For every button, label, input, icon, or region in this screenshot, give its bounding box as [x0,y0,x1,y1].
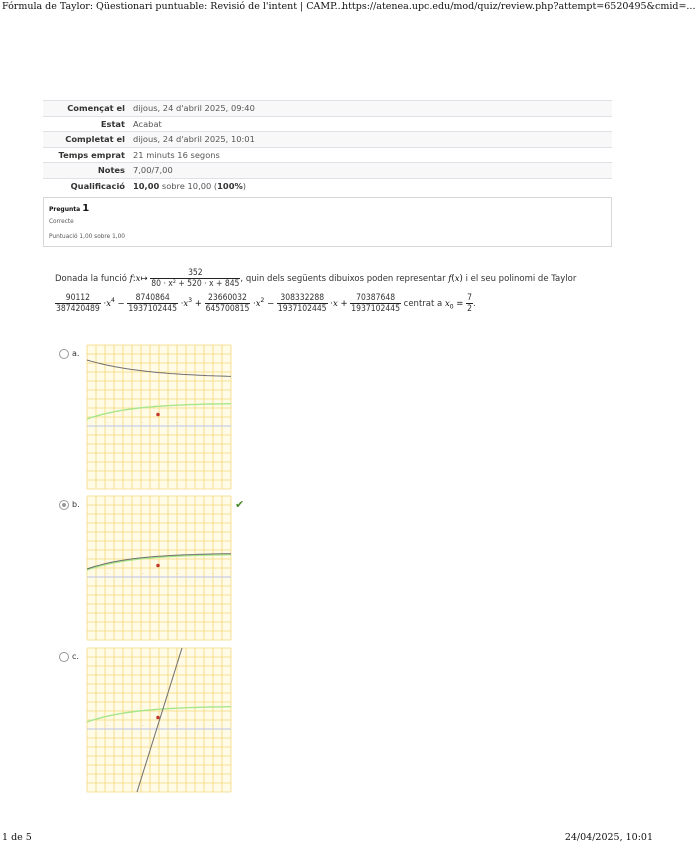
coef2-num: 23660032 [205,293,251,304]
axis-tick-label: · [107,571,109,577]
summary-row [43,116,612,132]
summary-label: Temps emprat [43,147,129,163]
axis-tick-label: · [212,571,214,577]
axis-tick-label: · [107,723,109,729]
summary-row [43,132,612,148]
summary-row [43,147,612,163]
print-page-number: 1 de 5 [2,832,32,843]
question-line-1: Donada la funció f:x↦ $\frac{352}{\text{80 · x² + 520 · x + 845}}$ , quin dels següents dibuixos poden representar f(x) i el seu polinomi de Taylor [55,268,577,289]
coef0-den: 1937102445 [351,304,400,314]
tangency-point [156,564,160,568]
axis-tick-label: · [142,723,144,729]
axis-tick-label: · [212,420,214,426]
question-number-value: 1 [82,203,90,214]
grade-end: ) [242,180,247,191]
axis-tick-label: · [142,420,144,426]
x0-den: 2 [467,304,472,314]
axis-tick-label: · [107,420,109,426]
axis-tick-label: · [177,723,179,729]
coef4-den: 387420489 [56,304,100,314]
summary-label: Qualificació [43,178,129,193]
question-mid: , quin dels següents dibuixos poden representar [240,274,446,284]
grade-mid: sobre 10,00 ( [159,180,218,191]
function-denominator: 80 · x² + 520 · x + 845 [151,279,240,289]
coef3-num: 8740864 [127,293,178,304]
summary-row [43,163,612,179]
summary-value: 21 minuts 16 segons [129,147,612,163]
question-state: Correcte [49,219,74,225]
summary-label: Notes [43,163,129,179]
question-grade: Puntuació 1,00 sobre 1,00 [49,234,125,240]
summary-row [43,178,612,193]
summary-row [43,101,612,117]
radio-unchecked-icon[interactable] [59,349,69,359]
check-icon: ✔ [235,498,245,511]
tangency-point [156,413,160,417]
attempt-summary-table [43,100,612,193]
coef1-num: 308332288 [277,293,328,304]
option-letter: a. [72,349,80,358]
coef0-num: 70387648 [350,293,401,304]
option-c-plot [87,648,231,792]
option-b-plot [87,496,231,640]
summary-label: Completat el [43,132,129,148]
grade-value: 10,00 [133,180,160,191]
summary-value: dijous, 24 d'abril 2025, 09:40 [129,101,612,117]
option-letter: c. [72,652,79,661]
summary-value: 7,00/7,00 [129,163,612,179]
option-letter: b. [72,500,80,509]
print-footer [0,832,655,846]
centered-text: centrat a [403,299,443,309]
summary-value: Acabat [129,116,612,132]
x0-num: 7 [467,293,472,303]
axis-tick-label: · [212,723,214,729]
question-number [49,203,89,214]
tangency-point [156,716,160,720]
question-intro: Donada la funció [55,274,127,284]
coef1-den: 1937102445 [277,304,327,314]
radio-checked-icon[interactable] [59,500,69,510]
radio-unchecked-icon[interactable] [59,652,69,662]
summary-label: Estat [43,116,129,132]
print-datetime: 24/04/2025, 10:01 [564,832,653,843]
question-label: Pregunta [49,206,81,213]
axis-tick-label: · [142,571,144,577]
coef2-den: 645700815 [205,304,250,314]
taylor-polynomial: $\frac{90112}{387420489}$ $\cdot x^4$ − $\frac{8740864}{1937102445}$ $\cdot x^3$ + $\frac{23660032}{645700815}$ $\cdot x^2$ − $\frac{308332288}{1937102445}$ ·x + $\frac{70387648}{1937102445}$ centrat a $x_0$ = $\frac{7}{2}$ . [56,293,476,314]
summary-value: dijous, 24 d'abril 2025, 10:01 [129,132,612,148]
coef3-den: 1937102445 [128,304,177,314]
axis-tick-label: · [177,420,179,426]
function-fraction [150,268,240,289]
grade-percent: 100% [217,180,243,191]
print-page-title: Fórmula de Taylor: Qüestionari puntuable: Revisió de l'intent | CAMP... [2,1,344,12]
question-end: i el seu polinomi de Taylor [465,274,577,284]
summary-label: Començat el [43,101,129,117]
coef4-num: 90112 [55,293,101,304]
question-info-box [43,197,612,247]
function-numerator: 352 [150,268,240,279]
axis-tick-label: · [177,571,179,577]
print-header [0,1,695,15]
option-a-plot [87,345,231,489]
print-page-url: https://atenea.upc.edu/mod/quiz/review.php?attempt=6520495&cmid=... [342,1,695,12]
summary-value [129,178,612,193]
